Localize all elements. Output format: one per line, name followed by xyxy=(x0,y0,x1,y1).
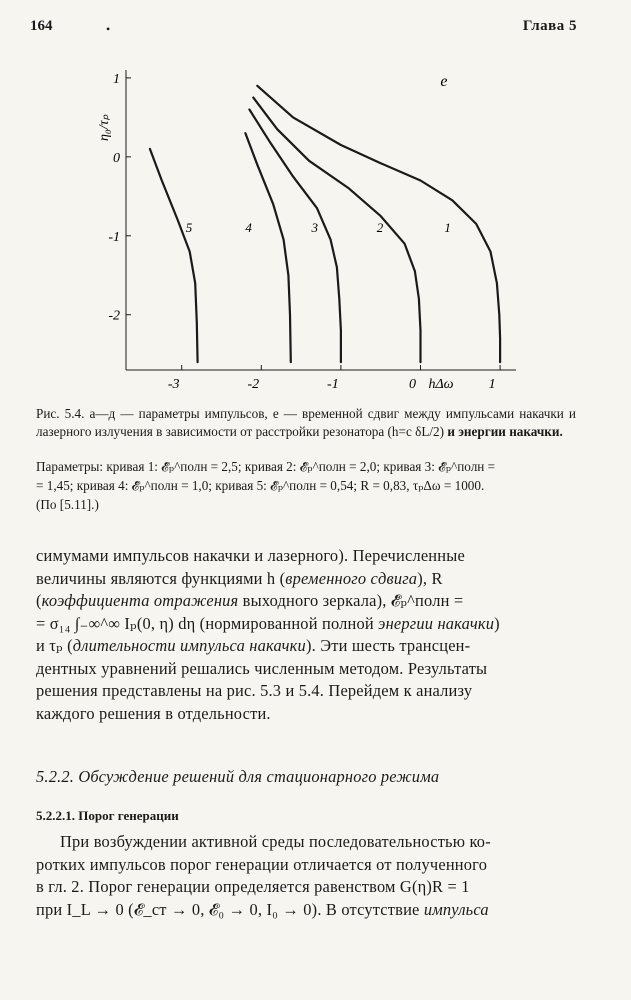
text-line: ротких импульсов порог генерации отличается от полученного xyxy=(36,854,488,874)
x-tick-label: 0 xyxy=(408,377,416,392)
caption-text: а—д — параметры импульсов, е — временной сдвиг между импульсами накачки и лазерного излучения в зависимости от расстройки резонатора (h=c δL/2) xyxy=(36,406,576,439)
curve-4 xyxy=(245,133,290,362)
curve-label-2: 2 xyxy=(376,219,384,235)
y-tick-label: 1 xyxy=(113,71,120,87)
text-line: симумами импульсов накачки и лазерного). Перечисленные xyxy=(36,546,465,565)
body-paragraph-1 xyxy=(36,545,576,725)
figure-5-4e-chart xyxy=(90,62,530,392)
curve-label-4: 4 xyxy=(245,219,252,235)
caption-bold: и энергии накачки. xyxy=(447,423,563,439)
text-line: При возбуждении активной среды последовательностью ко- xyxy=(60,832,491,851)
curve-label-5: 5 xyxy=(185,219,193,235)
y-tick-label: -1 xyxy=(108,229,120,245)
curve-2 xyxy=(253,98,420,363)
curve-label-3: 3 xyxy=(311,219,318,235)
section-heading: 5.2.2. Обсуждение решений для стационарного режима xyxy=(36,767,440,786)
x-tick-label: -1 xyxy=(327,377,339,392)
params-line-1: Параметры: кривая 1: 𝓔̃ₚ^полн = 2,5; кривая 2: 𝓔̃ₚ^полн = 2,0; кривая 3: 𝓔̃ₚ^полн = xyxy=(36,459,496,474)
curve-5 xyxy=(150,149,198,362)
figure-parameters xyxy=(36,457,576,514)
text-line: величины являются функциями h (временного сдвига), R xyxy=(36,568,443,588)
text-line: (коэффициента отражения выходного зеркала), 𝓔̃ₚ^полн = xyxy=(36,591,464,610)
text-line: в гл. 2. Порог генерации определяется равенством G(η)R = 1 xyxy=(36,877,470,896)
subsection-heading: 5.2.2.1. Порог генерации xyxy=(36,808,179,823)
y-tick-label: -2 xyxy=(108,308,120,324)
x-tick-label: -3 xyxy=(167,377,180,392)
x-axis-label: hΔω xyxy=(428,377,454,392)
text-line: решения представлены на рис. 5.3 и 5.4. Перейдем к анализу xyxy=(36,681,473,700)
caption-label: Рис. 5.4. xyxy=(36,406,85,421)
curve-label-1: 1 xyxy=(444,219,451,235)
text-line: при I_L → 0 (𝓔_ст → 0, 𝓔₀ → 0, I₀ → 0). В отсутствие импульса xyxy=(36,899,489,919)
text-line: = σ₁₄ ∫₋∞^∞ Iₚ(0, η) dη (нормированной полной энергии накачки) xyxy=(36,613,500,633)
params-line-2: = 1,45; кривая 4: 𝓔̃ₚ^полн = 1,0; кривая 5: 𝓔̃ₚ^полн = 0,54; R = 0,83, τₚΔω = 1000. xyxy=(36,478,485,493)
y-axis-label: η₀/τₚ xyxy=(97,114,112,142)
page-number: 164 xyxy=(30,18,53,34)
x-tick-label: 1 xyxy=(488,377,496,392)
text-line: каждого решения в отдельности. xyxy=(36,703,271,723)
chapter-title: Глава 5 xyxy=(522,18,577,34)
page-dot: • xyxy=(106,22,111,36)
text-line: дентных уравнений решались численным методом. Результаты xyxy=(36,658,488,678)
x-tick-label: -2 xyxy=(247,377,260,392)
params-line-3: (По [5.11].) xyxy=(36,497,99,512)
body-paragraph-2 xyxy=(36,831,576,921)
y-tick-label: 0 xyxy=(113,150,120,166)
text-line: и τₚ (длительности импульса накачки). Эти шесть трансцен- xyxy=(36,636,471,655)
figure-caption xyxy=(36,405,576,440)
panel-label: е xyxy=(440,72,448,90)
